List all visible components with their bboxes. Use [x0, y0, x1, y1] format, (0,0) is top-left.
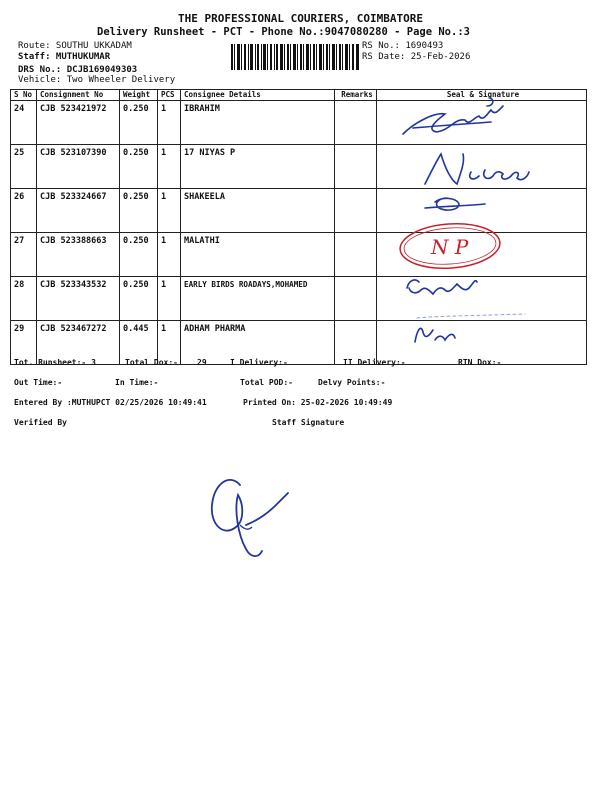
signature-row-26 — [425, 198, 485, 210]
total-dox-value: 29 — [197, 358, 207, 367]
cell-consignee: SHAKEELA — [181, 189, 335, 233]
cell-sno: 28 — [11, 277, 37, 321]
cell-consignee: EARLY BIRDS ROADAYS,MOHAMED — [181, 277, 335, 321]
cell-weight: 0.250 — [120, 233, 158, 277]
cell-remarks — [335, 277, 377, 321]
entered-by: Entered By :MUTHUPCT 02/25/2026 10:49:41 — [14, 398, 207, 407]
cell-pcs: 1 — [158, 277, 181, 321]
cell-consignee: MALATHI — [181, 233, 335, 277]
printed-on: Printed On: 25-02-2026 10:49:49 — [243, 398, 393, 407]
col-seal-signature: Seal & Signature — [377, 90, 587, 101]
cell-consignment: CJB 523343532 — [37, 277, 120, 321]
cell-pcs: 1 — [158, 233, 181, 277]
cell-weight: 0.250 — [120, 145, 158, 189]
drs-number: DRS No.: DCJB169049303 — [18, 65, 138, 75]
cell-consignment: CJB 523388663 — [37, 233, 120, 277]
cell-weight: 0.445 — [120, 321, 158, 365]
out-time: Out Time:- — [14, 378, 63, 387]
cell-sno: 24 — [11, 101, 37, 145]
staff-label: Staff: MUTHUKUMAR — [18, 52, 111, 62]
cell-remarks — [335, 189, 377, 233]
cell-remarks — [335, 101, 377, 145]
cell-weight: 0.250 — [120, 101, 158, 145]
staff-signature-label: Staff Signature — [272, 418, 345, 427]
delvy-points: Delvy Points:- — [318, 378, 386, 387]
verified-by: Verified By — [14, 418, 67, 427]
cell-sno: 27 — [11, 233, 37, 277]
cell-consignee: IBRAHIM — [181, 101, 335, 145]
cell-sno: 26 — [11, 189, 37, 233]
col-remarks: Remarks — [335, 90, 377, 101]
cell-pcs: 1 — [158, 189, 181, 233]
signature-row-25 — [425, 154, 529, 184]
col-consignee: Consignee Details — [181, 90, 335, 101]
runsheet-subtitle: Delivery Runsheet - PCT - Phone No.:9047080280 - Page No.:3 — [97, 26, 470, 38]
tot-runsheet: Tot. Runsheet:- 3 — [14, 358, 96, 367]
signature-row-29 — [415, 328, 455, 342]
cell-weight: 0.250 — [120, 277, 158, 321]
vehicle-label: Vehicle: Two Wheeler Delivery — [18, 75, 176, 85]
col-consignment: Consignment No — [37, 90, 120, 101]
cell-pcs: 1 — [158, 145, 181, 189]
staff-signature — [200, 465, 310, 575]
rs-number: RS No.: 1690493 — [362, 41, 444, 51]
in-time: In Time:- — [115, 378, 159, 387]
cell-pcs: 1 — [158, 321, 181, 365]
cell-sno: 29 — [11, 321, 37, 365]
col-pcs: PCS — [158, 90, 181, 101]
barcode-icon — [231, 44, 359, 70]
cell-weight: 0.250 — [120, 189, 158, 233]
cell-consignment: CJB 523324667 — [37, 189, 120, 233]
col-sno: S No — [11, 90, 37, 101]
cell-pcs: 1 — [158, 101, 181, 145]
cell-remarks — [335, 145, 377, 189]
cell-remarks — [335, 233, 377, 277]
cell-sno: 25 — [11, 145, 37, 189]
total-pod: Total POD:- — [240, 378, 293, 387]
company-name: THE PROFESSIONAL COURIERS, COIMBATORE — [178, 12, 424, 25]
cell-consignment: CJB 523421972 — [37, 101, 120, 145]
rs-date: RS Date: 25-Feb-2026 — [362, 52, 471, 62]
total-dox-label: Total Dox:- — [125, 358, 178, 367]
cell-consignee: ADHAM PHARMA — [181, 321, 335, 365]
cell-consignment: CJB 523107390 — [37, 145, 120, 189]
i-delivery: I Delivery:- — [230, 358, 288, 367]
ii-delivery: II Delivery:- — [343, 358, 406, 367]
route-label: Route: SOUTHU UKKADAM — [18, 41, 132, 51]
signature-row-28 — [407, 280, 477, 294]
stamp-initials: N P — [431, 235, 469, 259]
signature-row-24 — [403, 106, 503, 134]
col-weight: Weight — [120, 90, 158, 101]
signatures-overlay — [395, 92, 595, 354]
cell-consignment: CJB 523467272 — [37, 321, 120, 365]
cell-consignee: 17 NIYAS P — [181, 145, 335, 189]
rtn-dox: RTN Dox:- — [458, 358, 502, 367]
